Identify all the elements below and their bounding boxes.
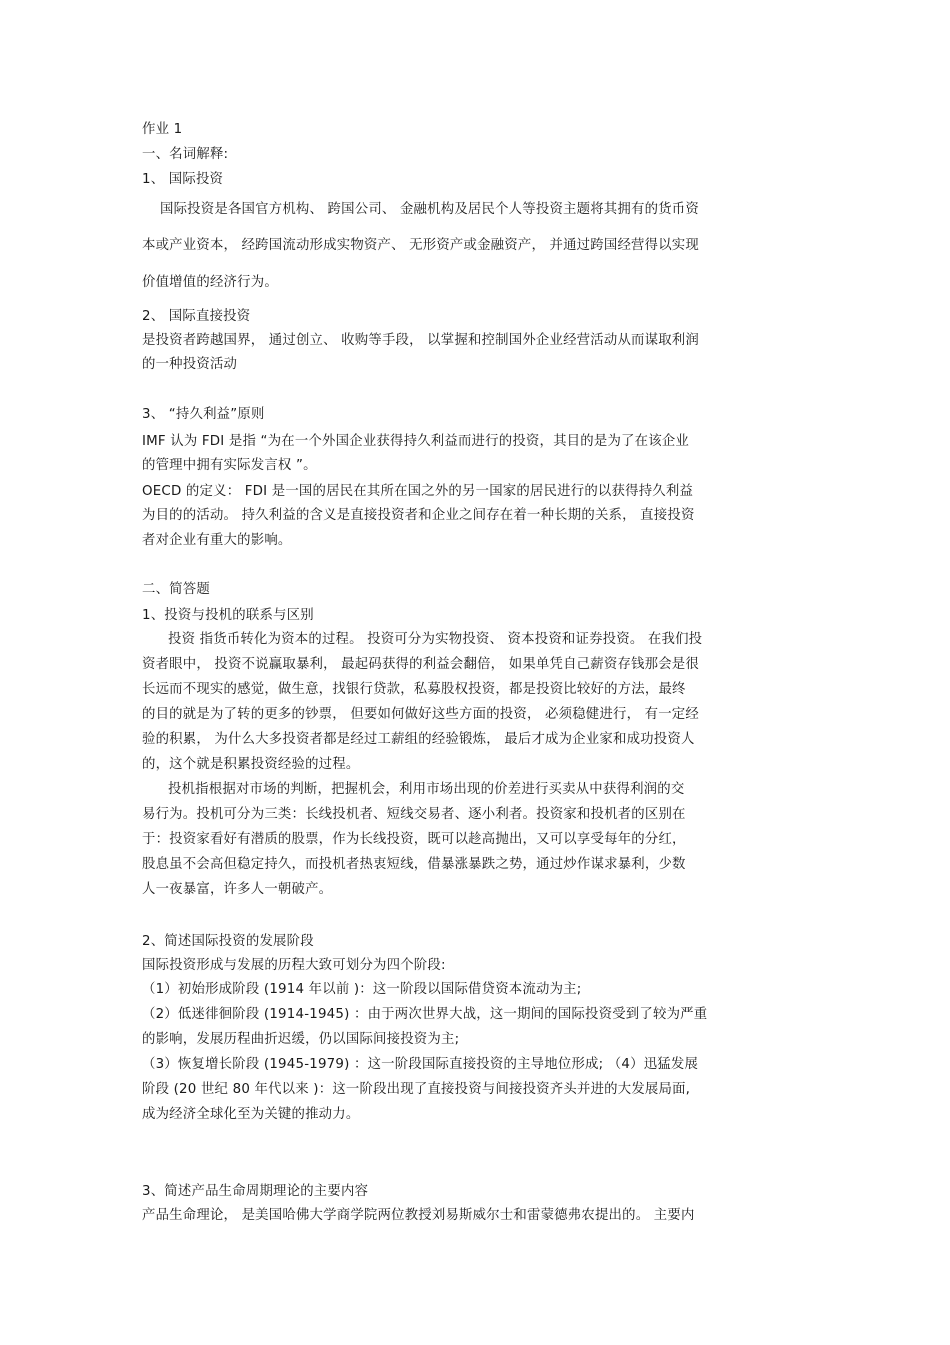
term-2-def-line: 的一种投资活动 — [142, 357, 238, 372]
question-2-heading: 2、简述国际投资的发展阶段 — [142, 934, 314, 949]
term-3-heading: 3、 “持久利益”原则 — [142, 407, 265, 422]
term-3-oecd-line: 为目的的活动。 持久利益的含义是直接投资者和企业之间存在着一种长期的关系， 直接投资 — [142, 508, 695, 523]
question-1-para-line: 人一夜暴富，许多人一朝破产。 — [142, 882, 333, 897]
question-3-heading: 3、简述产品生命周期理论的主要内容 — [142, 1184, 369, 1199]
question-1-heading: 1、投资与投机的联系与区别 — [142, 608, 314, 623]
question-1-para-line: 的目的就是为了转的更多的钞票， 但要如何做好这些方面的投资， 必须稳健进行， 有一定经 — [142, 707, 699, 722]
term-1-def-line: 本或产业资本， 经跨国流动形成实物资产、 无形资产或金融资产， 并通过跨国经营得以实现 — [142, 238, 699, 253]
question-1-para-line: 验的积累， 为什么大多投资者都是经过工薪组的经验锻炼， 最后才成为企业家和成功投资人 — [142, 732, 695, 747]
section-1-heading: 一、名词解释: — [142, 147, 229, 162]
term-3-oecd-line: OECD 的定义： FDI 是一国的居民在其所在国之外的另一国家的居民进行的以获得持久利益 — [142, 484, 694, 499]
question-1-para-line: 投机指根据对市场的判断，把握机会，利用市场出现的价差进行买卖从中获得利润的交 — [168, 782, 685, 797]
doc-title: 作业 1 — [142, 122, 183, 137]
question-2-line: 国际投资形成与发展的历程大致可划分为四个阶段: — [142, 958, 446, 973]
section-2-heading: 二、简答题 — [142, 582, 210, 597]
term-2-heading: 2、 国际直接投资 — [142, 309, 251, 324]
question-3-line: 产品生命理论， 是美国哈佛大学商学院两位教授刘易斯威尔士和雷蒙德弗农提出的。 主要内 — [142, 1208, 695, 1223]
question-1-para-line: 股息虽不会高但稳定持久，而投机者热衷短线，借暴涨暴跌之势，通过炒作谋求暴利，少数 — [142, 857, 686, 872]
question-2-line: 阶段 (20 世纪 80 年代以来 )：这一阶段出现了直接投资与间接投资齐头并进的大发展局面, — [142, 1082, 691, 1097]
term-2-def-line: 是投资者跨越国界， 通过创立、 收购等手段， 以掌握和控制国外企业经营活动从而谋取利润 — [142, 333, 699, 348]
term-3-imf-line: IMF 认为 FDI 是指 “为在一个外国企业获得持久利益而进行的投资，其目的是为了在该企业 — [142, 434, 689, 449]
question-1-para-line: 资者眼中， 投资不说赢取暴利， 最起码获得的利益会翻倍， 如果单凭自己薪资存钱那会是很 — [142, 657, 699, 672]
question-2-line: （2）低迷徘徊阶段 (1914-1945) ：由于两次世界大战，这一期间的国际投资受到了较为严重 — [142, 1007, 708, 1022]
term-1-def-line: 国际投资是各国官方机构、 跨国公司、 金融机构及居民个人等投资主题将其拥有的货币资 — [160, 202, 699, 217]
question-1-para-line: 投资 指货币转化为资本的过程。 投资可分为实物投资、 资本投资和证券投资。 在我们投 — [168, 632, 703, 647]
term-1-def-line: 价值增值的经济行为。 — [142, 275, 278, 290]
question-1-para-line: 长远而不现实的感觉，做生意，找银行贷款，私募股权投资，都是投资比较好的方法，最终 — [142, 682, 686, 697]
term-3-oecd-line: 者对企业有重大的影响。 — [142, 533, 292, 548]
term-3-imf-line: 的管理中拥有实际发言权 ”。 — [142, 458, 317, 473]
question-2-line: 的影响，发展历程曲折迟缓，仍以国际间接投资为主; — [142, 1032, 460, 1047]
question-2-line: （3）恢复增长阶段 (1945-1979) ：这一阶段国际直接投资的主导地位形成; （4）迅猛发展 — [142, 1057, 699, 1072]
question-2-line: （1）初始形成阶段 (1914 年以前 )：这一阶段以国际借贷资本流动为主; — [142, 982, 582, 997]
term-1-heading: 1、 国际投资 — [142, 172, 224, 187]
question-1-para-line: 的，这个就是积累投资经验的过程。 — [142, 757, 360, 772]
question-2-line: 成为经济全球化至为关键的推动力。 — [142, 1107, 360, 1122]
question-1-para-line: 于：投资家看好有潜质的股票，作为长线投资，既可以趁高抛出，又可以享受每年的分红， — [142, 832, 686, 847]
question-1-para-line: 易行为。投机可分为三类：长线投机者、短线交易者、逐小利者。投资家和投机者的区别在 — [142, 807, 686, 822]
